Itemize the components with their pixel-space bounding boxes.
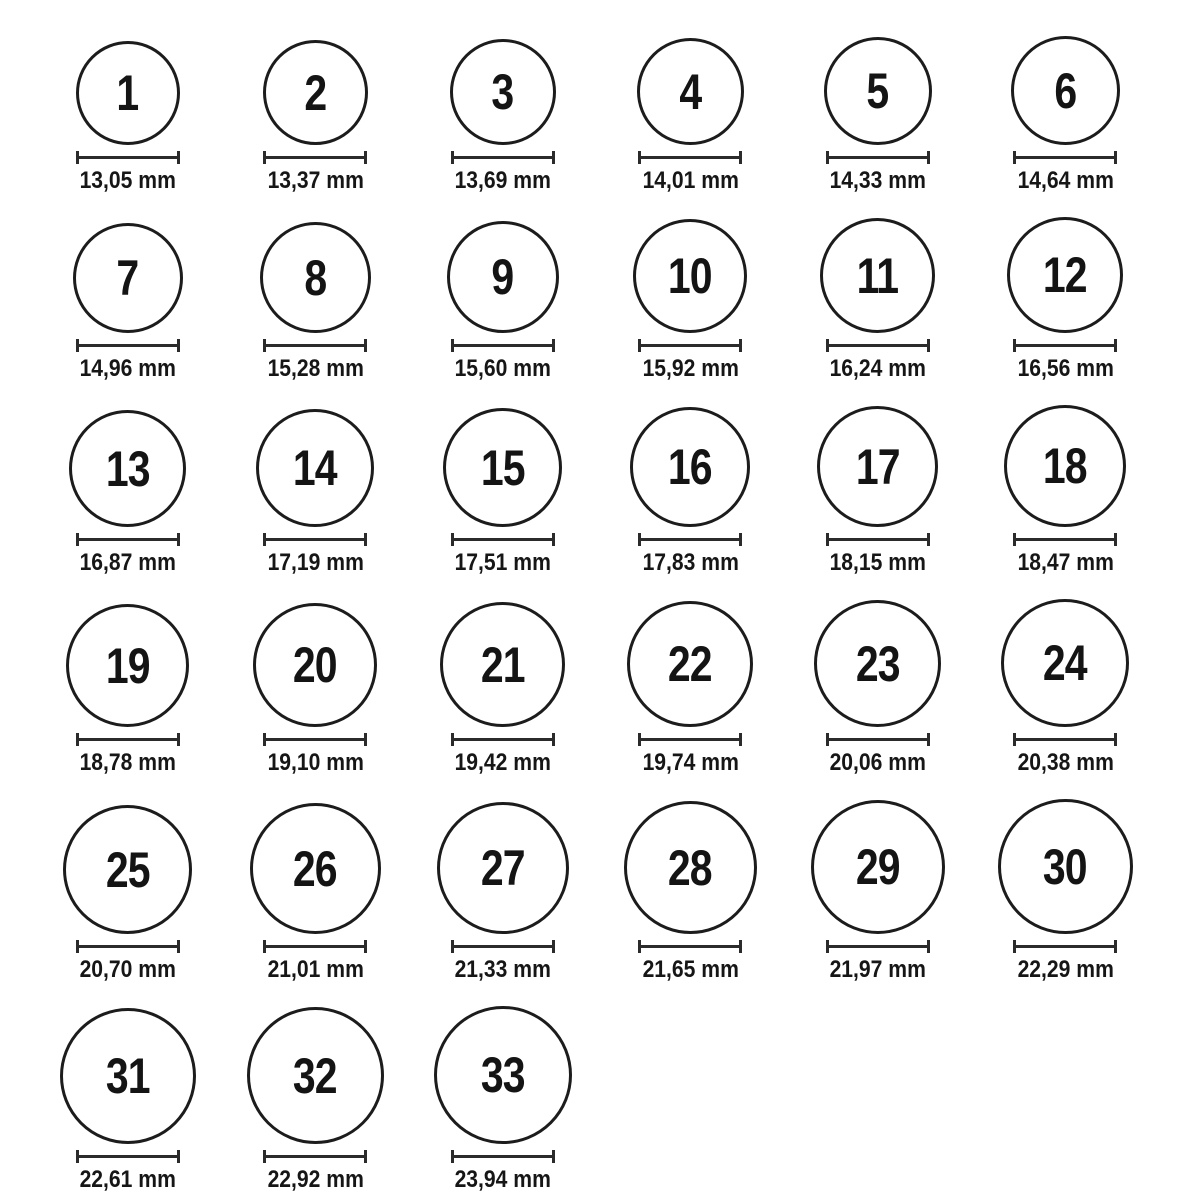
- measure-bar: [76, 156, 180, 159]
- diameter-measure-line: [638, 940, 742, 953]
- measure-bar: [451, 945, 555, 948]
- measure-bar: [451, 156, 555, 159]
- diameter-label: 15,60 mm: [454, 355, 551, 382]
- diameter-measure-line: [76, 940, 180, 953]
- measure-right-tick: [1114, 339, 1117, 352]
- chart-row: [34, 217, 1200, 383]
- ring-size-item: [222, 222, 410, 383]
- ring-size-grid: [34, 36, 1200, 1194]
- measure-right-tick: [364, 533, 367, 546]
- diameter-label: 20,38 mm: [1017, 749, 1114, 776]
- ring-size-number: 21: [480, 636, 525, 693]
- ring-size-item: [784, 218, 972, 383]
- diameter-measure-line: [451, 1150, 555, 1163]
- diameter-measure-line: [1013, 940, 1117, 953]
- ring-size-item: [597, 407, 785, 577]
- diameter-label: 21,33 mm: [454, 956, 551, 983]
- ring-size-item: [784, 37, 972, 195]
- measure-right-tick: [927, 151, 930, 164]
- diameter-measure-line: [76, 151, 180, 164]
- ring-circle: [63, 805, 192, 934]
- ring-circle: [73, 223, 183, 333]
- measure-right-tick: [927, 940, 930, 953]
- ring-size-item: [222, 803, 410, 984]
- diameter-measure-line: [451, 533, 555, 546]
- ring-circle: [633, 219, 747, 333]
- measure-bar: [76, 538, 180, 541]
- diameter-measure-line: [1013, 533, 1117, 546]
- measure-bar: [451, 344, 555, 347]
- ring-size-number: 14: [293, 440, 338, 496]
- diameter-label: 22,92 mm: [267, 1166, 364, 1193]
- diameter-label: 14,96 mm: [79, 355, 176, 382]
- ring-circle: [253, 603, 377, 727]
- ring-size-number: 28: [668, 839, 713, 896]
- measure-bar: [826, 344, 930, 347]
- diameter-label: 15,92 mm: [642, 355, 739, 382]
- ring-size-item: [409, 221, 597, 383]
- measure-bar: [263, 538, 367, 541]
- ring-circle: [817, 406, 938, 527]
- chart-row: [34, 599, 1200, 777]
- diameter-label: 18,78 mm: [79, 749, 176, 776]
- diameter-measure-line: [263, 733, 367, 746]
- diameter-label: 17,83 mm: [642, 549, 739, 576]
- diameter-measure-line: [451, 339, 555, 352]
- ring-size-item: [409, 1006, 597, 1194]
- measure-bar: [263, 738, 367, 741]
- ring-circle: [247, 1007, 384, 1144]
- ring-size-number: 16: [668, 439, 713, 495]
- diameter-label: 13,05 mm: [79, 167, 176, 194]
- measure-right-tick: [927, 339, 930, 352]
- ring-size-item: [222, 40, 410, 195]
- ring-size-number: 25: [105, 841, 150, 898]
- measure-bar: [1013, 945, 1117, 948]
- measure-bar: [451, 738, 555, 741]
- ring-size-number: 33: [480, 1047, 525, 1103]
- measure-right-tick: [364, 1150, 367, 1163]
- diameter-measure-line: [1013, 339, 1117, 352]
- diameter-label: 17,51 mm: [454, 549, 551, 576]
- ring-size-item: [597, 601, 785, 777]
- diameter-measure-line: [263, 151, 367, 164]
- ring-size-item: [409, 602, 597, 777]
- measure-bar: [826, 538, 930, 541]
- measure-right-tick: [739, 940, 742, 953]
- measure-bar: [638, 945, 742, 948]
- diameter-label: 19,74 mm: [642, 749, 739, 776]
- ring-size-number: 19: [105, 637, 150, 694]
- diameter-measure-line: [826, 733, 930, 746]
- measure-bar: [638, 538, 742, 541]
- ring-size-number: 8: [304, 249, 327, 306]
- ring-circle: [1001, 599, 1129, 727]
- measure-bar: [76, 738, 180, 741]
- diameter-label: 20,70 mm: [79, 956, 176, 983]
- ring-size-item: [222, 409, 410, 577]
- ring-size-number: 30: [1043, 838, 1088, 895]
- measure-bar: [263, 945, 367, 948]
- diameter-label: 15,28 mm: [267, 355, 364, 382]
- ring-size-item: [34, 1008, 222, 1194]
- diameter-measure-line: [1013, 151, 1117, 164]
- ring-size-number: 26: [293, 840, 338, 897]
- ring-size-number: 5: [866, 63, 889, 119]
- measure-right-tick: [364, 733, 367, 746]
- diameter-measure-line: [451, 940, 555, 953]
- ring-size-number: 9: [491, 249, 514, 305]
- diameter-measure-line: [826, 940, 930, 953]
- ring-size-item: [409, 802, 597, 984]
- measure-bar: [451, 1155, 555, 1158]
- ring-circle: [440, 602, 565, 727]
- ring-size-item: [34, 604, 222, 777]
- measure-bar: [1013, 344, 1117, 347]
- measure-bar: [263, 344, 367, 347]
- ring-size-number: 11: [856, 247, 899, 304]
- measure-bar: [76, 945, 180, 948]
- ring-circle: [443, 408, 562, 527]
- diameter-label: 13,69 mm: [454, 167, 551, 194]
- ring-circle: [69, 410, 186, 527]
- measure-right-tick: [739, 733, 742, 746]
- diameter-measure-line: [826, 339, 930, 352]
- ring-size-item: [784, 800, 972, 984]
- measure-right-tick: [739, 151, 742, 164]
- measure-right-tick: [1114, 733, 1117, 746]
- measure-right-tick: [177, 733, 180, 746]
- measure-right-tick: [1114, 940, 1117, 953]
- measure-right-tick: [1114, 533, 1117, 546]
- ring-size-number: 29: [855, 839, 900, 895]
- measure-right-tick: [364, 339, 367, 352]
- ring-size-item: [34, 410, 222, 577]
- diameter-label: 13,37 mm: [267, 167, 364, 194]
- chart-row: [34, 405, 1200, 577]
- measure-right-tick: [552, 733, 555, 746]
- measure-right-tick: [927, 533, 930, 546]
- diameter-measure-line: [1013, 733, 1117, 746]
- measure-right-tick: [177, 1150, 180, 1163]
- measure-right-tick: [739, 339, 742, 352]
- measure-right-tick: [364, 940, 367, 953]
- diameter-label: 14,64 mm: [1017, 167, 1114, 194]
- measure-bar: [638, 344, 742, 347]
- ring-circle: [434, 1006, 572, 1144]
- ring-circle: [627, 601, 753, 727]
- ring-size-number: 15: [480, 439, 525, 496]
- ring-size-item: [972, 36, 1160, 195]
- ring-circle: [447, 221, 559, 333]
- ring-size-number: 31: [105, 1048, 150, 1104]
- diameter-label: 20,06 mm: [829, 749, 926, 776]
- ring-circle: [814, 600, 941, 727]
- ring-size-number: 7: [116, 250, 139, 306]
- chart-row: [34, 799, 1200, 984]
- diameter-label: 16,87 mm: [79, 549, 176, 576]
- ring-size-number: 3: [491, 64, 514, 120]
- diameter-label: 22,61 mm: [79, 1166, 176, 1193]
- ring-circle: [76, 41, 180, 145]
- measure-bar: [1013, 738, 1117, 741]
- ring-size-number: 12: [1043, 247, 1088, 303]
- diameter-label: 21,97 mm: [829, 956, 926, 983]
- ring-circle: [263, 40, 368, 145]
- ring-size-item: [597, 801, 785, 984]
- ring-size-item: [222, 1007, 410, 1194]
- measure-bar: [263, 156, 367, 159]
- ring-size-item: [784, 600, 972, 777]
- ring-size-number: 4: [679, 63, 702, 120]
- diameter-measure-line: [826, 151, 930, 164]
- diameter-label: 14,01 mm: [642, 167, 739, 194]
- ring-circle: [250, 803, 381, 934]
- ring-size-number: 2: [304, 64, 327, 121]
- diameter-label: 16,56 mm: [1017, 355, 1114, 382]
- ring-size-number: 17: [855, 438, 900, 495]
- measure-right-tick: [1114, 151, 1117, 164]
- diameter-label: 23,94 mm: [454, 1166, 551, 1193]
- measure-bar: [1013, 156, 1117, 159]
- ring-size-number: 27: [480, 840, 525, 896]
- diameter-measure-line: [76, 1150, 180, 1163]
- diameter-label: 19,10 mm: [267, 749, 364, 776]
- diameter-label: 18,47 mm: [1017, 549, 1114, 576]
- ring-size-item: [34, 223, 222, 383]
- diameter-measure-line: [638, 151, 742, 164]
- diameter-measure-line: [263, 1150, 367, 1163]
- ring-circle: [624, 801, 757, 934]
- ring-circle: [450, 39, 556, 145]
- ring-circle: [1011, 36, 1120, 145]
- measure-bar: [638, 156, 742, 159]
- measure-bar: [826, 945, 930, 948]
- diameter-label: 21,65 mm: [642, 956, 739, 983]
- diameter-measure-line: [263, 339, 367, 352]
- ring-circle: [1007, 217, 1123, 333]
- ring-size-number: 18: [1043, 438, 1088, 494]
- diameter-measure-line: [76, 733, 180, 746]
- ring-size-number: 6: [1054, 62, 1077, 119]
- ring-size-item: [409, 408, 597, 577]
- measure-bar: [1013, 538, 1117, 541]
- measure-right-tick: [927, 733, 930, 746]
- ring-size-item: [972, 405, 1160, 577]
- diameter-measure-line: [451, 733, 555, 746]
- measure-right-tick: [552, 533, 555, 546]
- measure-right-tick: [552, 940, 555, 953]
- chart-row: [34, 1006, 1200, 1194]
- measure-bar: [826, 738, 930, 741]
- ring-circle: [998, 799, 1133, 934]
- measure-bar: [638, 738, 742, 741]
- ring-size-item: [34, 41, 222, 195]
- ring-circle: [1004, 405, 1126, 527]
- diameter-label: 17,19 mm: [267, 549, 364, 576]
- ring-circle: [256, 409, 374, 527]
- measure-bar: [76, 344, 180, 347]
- ring-size-item: [972, 599, 1160, 777]
- ring-circle: [630, 407, 750, 527]
- ring-circle: [260, 222, 371, 333]
- ring-circle: [824, 37, 932, 145]
- ring-size-number: 23: [855, 635, 900, 692]
- ring-circle: [820, 218, 935, 333]
- measure-right-tick: [552, 151, 555, 164]
- diameter-measure-line: [638, 339, 742, 352]
- diameter-label: 14,33 mm: [829, 167, 926, 194]
- diameter-label: 18,15 mm: [829, 549, 926, 576]
- ring-size-item: [784, 406, 972, 577]
- diameter-label: 19,42 mm: [454, 749, 551, 776]
- measure-right-tick: [364, 151, 367, 164]
- measure-right-tick: [177, 151, 180, 164]
- ring-circle: [437, 802, 569, 934]
- measure-right-tick: [177, 940, 180, 953]
- diameter-label: 16,24 mm: [829, 355, 926, 382]
- ring-size-item: [972, 799, 1160, 984]
- ring-circle: [637, 38, 744, 145]
- ring-size-item: [972, 217, 1160, 383]
- measure-bar: [263, 1155, 367, 1158]
- diameter-measure-line: [826, 533, 930, 546]
- diameter-measure-line: [638, 533, 742, 546]
- measure-bar: [826, 156, 930, 159]
- ring-size-number: 13: [105, 440, 150, 497]
- ring-size-number: 22: [668, 636, 713, 692]
- ring-size-number: 10: [668, 248, 713, 304]
- chart-row: [34, 36, 1200, 195]
- ring-size-number: 1: [116, 65, 139, 121]
- diameter-measure-line: [76, 339, 180, 352]
- ring-size-item: [409, 39, 597, 195]
- measure-right-tick: [177, 339, 180, 352]
- measure-bar: [76, 1155, 180, 1158]
- ring-size-number: 20: [293, 637, 338, 693]
- ring-size-number: 24: [1043, 635, 1088, 691]
- diameter-measure-line: [451, 151, 555, 164]
- diameter-label: 21,01 mm: [267, 956, 364, 983]
- diameter-measure-line: [76, 533, 180, 546]
- diameter-measure-line: [263, 533, 367, 546]
- ring-size-item: [222, 603, 410, 777]
- ring-circle: [66, 604, 189, 727]
- ring-circle: [60, 1008, 196, 1144]
- diameter-label: 22,29 mm: [1017, 956, 1114, 983]
- ring-size-number: 32: [293, 1047, 338, 1104]
- measure-right-tick: [552, 339, 555, 352]
- measure-right-tick: [739, 533, 742, 546]
- measure-right-tick: [552, 1150, 555, 1163]
- measure-right-tick: [177, 533, 180, 546]
- diameter-measure-line: [263, 940, 367, 953]
- ring-size-item: [597, 219, 785, 383]
- ring-circle: [811, 800, 945, 934]
- diameter-measure-line: [638, 733, 742, 746]
- measure-bar: [451, 538, 555, 541]
- ring-size-item: [34, 805, 222, 984]
- ring-size-item: [597, 38, 785, 195]
